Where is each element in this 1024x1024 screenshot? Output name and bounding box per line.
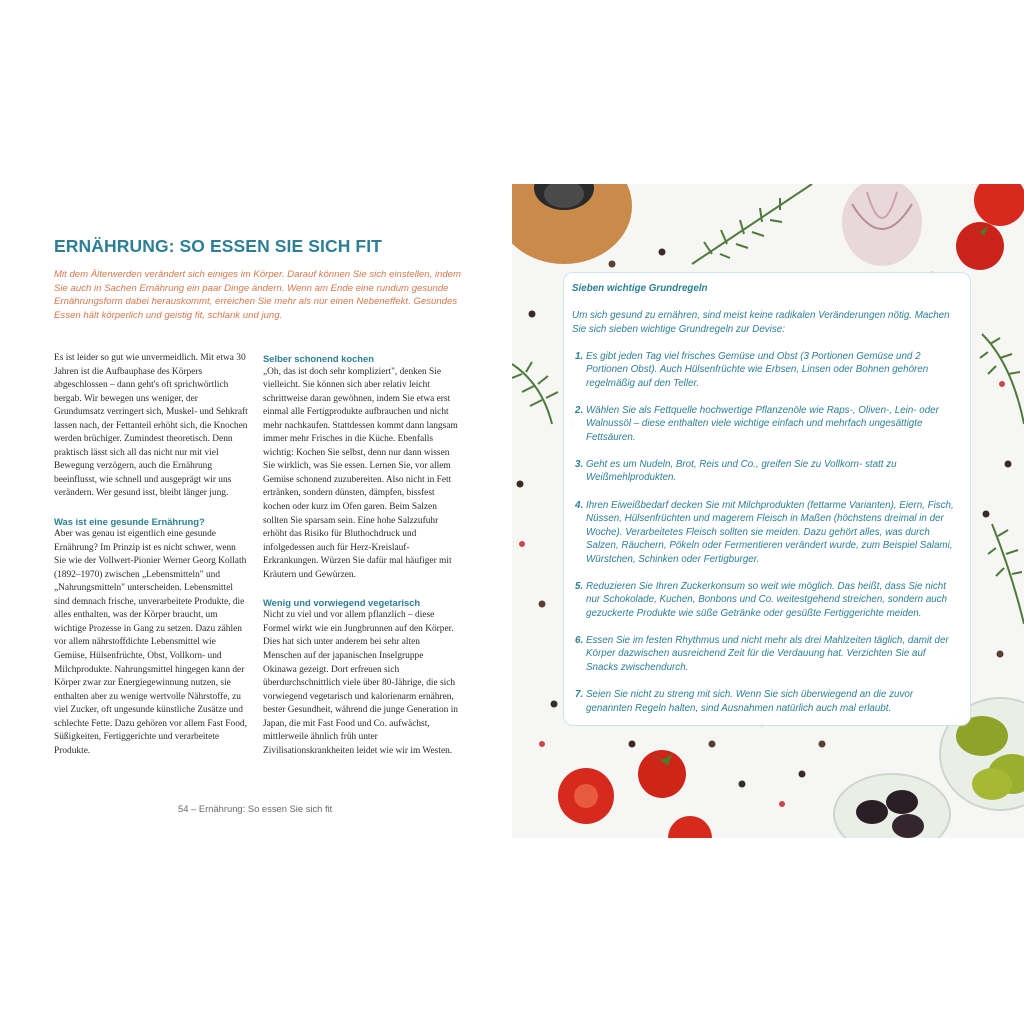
section-heading: Was ist eine gesunde Ernährung? — [54, 515, 205, 527]
info-box-intro: Um sich gesund zu ernähren, sind meist keine radikalen Veränderungen nötig. Machen Sie sich sieben wichtige Grundregeln zur Devise: — [572, 310, 950, 335]
page-title: ERNÄHRUNG: SO ESSEN SIE SICH FIT — [54, 236, 382, 256]
list-item — [572, 404, 960, 445]
list-item — [572, 350, 960, 391]
intro-text: Mit dem Älterwerden verändert sich einiges im Körper. Darauf können Sie sich einstellen, indem Sie auch in Sachen Ernährung ein paar Dinge ändern. Wenn am Ende eine rundum gesunde Ernährungsform dabei herauskommt, erreichen Sie mehr als nur einen Nebeneffekt. Gesundes Essen hält körperlich und geistig fit, schlank und jung. — [54, 269, 462, 321]
list-text: Geht es um Nudeln, Brot, Reis und Co., greifen Sie zu Vollkorn- statt zu Weißmehlprodukten. — [586, 458, 897, 484]
list-item — [572, 634, 960, 675]
list-item — [572, 499, 960, 567]
paragraph: Nicht zu viel und vor allem pflanzlich – diese Formel wirkt wie ein Jungbrunnen auf den Körper. Dies hat sich unter anderem bei sehr alten Menschen auf der japanischen Inselgruppe Okinawa gezeigt. Dort erfreuen sich überdurchschnittlich viele über 80-Jährige, die sich vorwiegend vegetarisch und kalorienarm ernähren, bester Gesundheit, während die junge Generation in Japan, die mit Fast Food und Co. aufwächst, mittlerweile ähnlich früh unter Zivilisationskrankheiten leidet wie wir im Westen. — [263, 610, 458, 756]
section-heading: Selber schonend kochen — [263, 353, 374, 364]
tomato-icon — [956, 184, 1024, 270]
list-number: 3. — [575, 458, 584, 470]
list-text: Ihren Eiweißbedarf decken Sie mit Milchprodukten (fettarme Varianten), Eiern, Fisch, Nüssen, Hülsenfrüchten und magerem Fleisch in Maßen (höchstens dreimal in der Woche). Verarbeitetes Fleisch sollten sie meiden. Dazu gehört alles, was durch Salzen, Räuchern, Pökeln oder Fermentieren verändert wurde, zum Beispiel Salami, Würstchen, Schinken oder Fertigburger. — [586, 499, 954, 565]
list-text: Wählen Sie als Fettquelle hochwertige Pflanzenöle wie Raps-, Oliven-, Lein- oder Walnussöl – diese enthalten viele wichtige einfach und mehrfach ungesättigte Fettsäuren. — [586, 404, 939, 443]
paragraph: Es ist leider so gut wie unvermeidlich. Mit etwa 30 Jahren ist die Aufbauphase des Körpers abgeschlossen – dann geht's oft sprichwörtlich bergab. Wir bewegen uns weniger, der Grundumsatz verringert sich, Muskel- und Sehkraft lassen nach, der Fettanteil erhöht sich, die Knochen werden brüchiger. Zumindest theoretisch. Denn praktisch lässt sich all das nicht nur mit viel Bewegung verzögern, auch die Ernährung beeinflusst, wie schnell und ausgeprägt wir uns verändern. Wer gesund isst, bleibt länger jung. — [54, 353, 248, 499]
info-box-title: Sieben wichtige Grundregeln — [572, 283, 708, 294]
list-item — [572, 688, 960, 715]
text-column-left — [54, 352, 250, 758]
list-number: 1. — [575, 350, 584, 362]
list-number: 6. — [575, 634, 584, 646]
list-number: 5. — [575, 580, 584, 592]
page-footer: 54 – Ernährung: So essen Sie sich fit — [178, 803, 333, 814]
list-text: Es gibt jeden Tag viel frisches Gemüse und Obst (3 Portionen Gemüse und 2 Portionen Obst). Auch Hülsenfrüchte wie Erbsen, Linsen oder Bohnen gehören regelmäßig auf den Teller. — [586, 350, 929, 389]
rules-list — [572, 350, 960, 715]
section-heading: Wenig und vorwiegend vegetarisch — [263, 596, 421, 608]
text-column-right — [263, 352, 459, 758]
list-number: 7. — [575, 689, 584, 701]
info-box — [563, 272, 971, 726]
paragraph: Aber was genau ist eigentlich eine gesunde Ernährung? Im Prinzip ist es nicht schwer, wenn Sie wie der Vollwert-Pionier Werner Georg Kollath (1892–1970) zwischen „Lebensmitteln" und „Nahrungsmitteln" unterscheiden. Lebensmittel sind demnach frische, unverarbeitete Produkte, die alles enthalten, was der Körper braucht, um wichtige Prozesse in Gang zu setzen. Dazu zählen vor allem nährstoffdichte Lebensmittel wie Gemüse, Hülsenfrüchte, Obst, Vollkorn- und Milchprodukte. Nahrungsmittel hingegen kann der Körper zwar zur Energiegewinnung nutzen, sie enthalten aber zu wenige wertvolle Nährstoffe, zu viel Zucker, oft ungesunde künstliche Zusätze und schlechte Fette. Dazu gehören vor allem Fast Food, Süßigkeiten, Fertiggerichte und verarbeitete Produkte. — [54, 529, 247, 756]
paragraph: „Oh, das ist doch sehr kompliziert", denken Sie vielleicht. Sie können sich aber relativ leicht schrittweise daran gewöhnen, indem Sie etwa erst einmal alle Fertigprodukte aufbrauchen und nicht mehr nachkaufen. Stattdessen kommt dann langsam immer mehr Frisches in die Küche. Ebenfalls wichtig: Kochen Sie selbst, denn nur dann wissen Sie wirklich, was Sie essen. Lernen Sie, vor allem Gemüse schonend zuzubereiten. Also nicht in Fett ertränken, sondern dünsten, dämpfen, bissfest kochen oder kurz im Ofen garen. Beim Salzen sollten Sie sparsam sein. Eine hohe Salzzufuhr erhöht das Risiko für Bluthochdruck und infolgedessen auch für Herz-Kreislauf-Erkrankungen. Würzen Sie dafür mal häufiger mit Kräutern und Gewürzen. — [263, 366, 458, 580]
list-text: Seien Sie nicht zu streng mit sich. Wenn Sie sich überwiegend an die zuvor genannten Regeln halten, sind Ausnahmen natürlich auch mal erlaubt. — [586, 689, 914, 714]
list-item — [572, 458, 960, 485]
list-item — [572, 580, 960, 621]
garlic-icon — [842, 184, 922, 266]
list-number: 4. — [575, 499, 584, 511]
list-text: Essen Sie im festen Rhythmus und nicht mehr als drei Mahlzeiten täglich, damit der Körper dazwischen ausreichend Zeit für die Verdauung hat. Verzichten Sie auf Snacks zwischendurch. — [586, 634, 949, 673]
list-number: 2. — [575, 404, 584, 416]
tomato-icon — [558, 750, 712, 838]
pepper-grinder-icon — [512, 184, 632, 264]
list-text: Reduzieren Sie Ihren Zuckerkonsum so weit wie möglich. Das heißt, dass Sie nicht nur Schokolade, Kuchen, Bonbons und Co. weitestgehend streichen, sondern auch gezuckerte Produkte wie süße Getränke oder gesüßte Fertiggerichte meiden. — [586, 580, 948, 619]
